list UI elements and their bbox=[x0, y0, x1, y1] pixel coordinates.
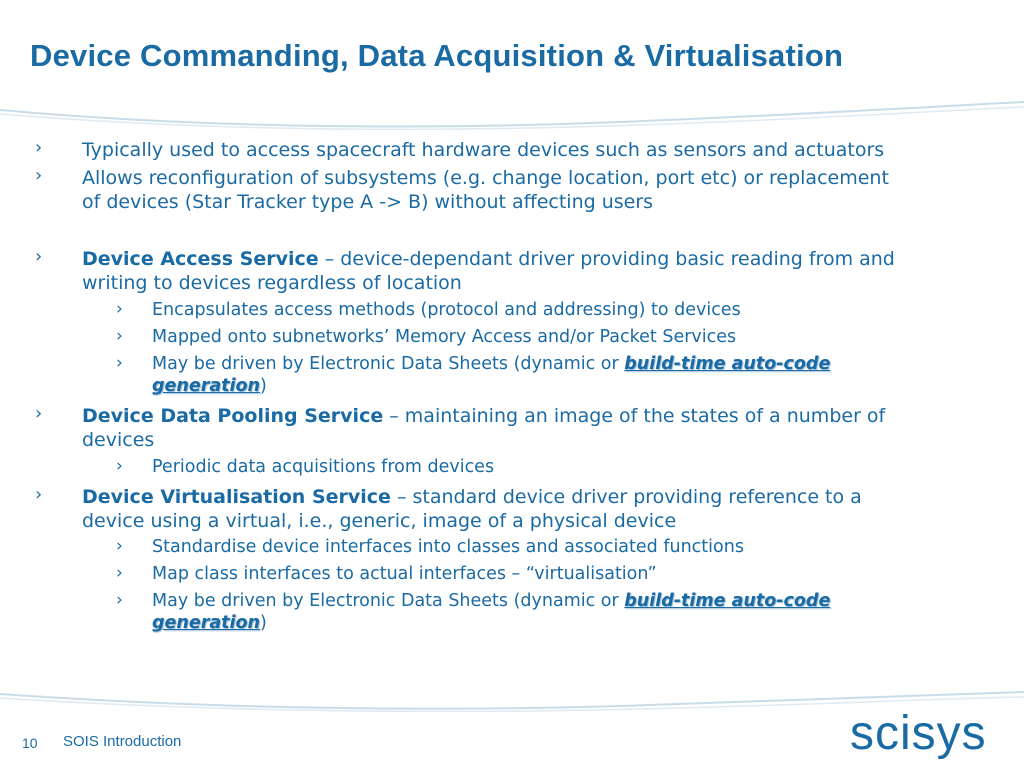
sub-bullet-item: May be driven by Electronic Data Sheets (dynamic or build-time auto-code generation) bbox=[152, 591, 831, 633]
bullet-item: Device Virtualisation Service – standard device driver providing reference to a device using a virtual, i.e., generic, image of a physical device bbox=[82, 486, 862, 532]
bullet-icon: › bbox=[35, 165, 43, 186]
footer-label: SOIS Introduction bbox=[63, 733, 182, 750]
bullet-item: Device Data Pooling Service – maintaining an image of the states of a number of devices bbox=[82, 405, 886, 451]
sub-bullet-icon: › bbox=[116, 456, 123, 476]
sub-bullet-item: Map class interfaces to actual interfaces – “virtualisation” bbox=[152, 564, 657, 584]
sub-bullet-item: Encapsulates access methods (protocol and addressing) to devices bbox=[152, 300, 741, 320]
bullet-icon: › bbox=[35, 403, 43, 424]
top-wave-decoration bbox=[0, 98, 1024, 138]
generation-link[interactable]: generation bbox=[152, 376, 261, 396]
bullet-icon: › bbox=[35, 246, 43, 267]
scisys-logo: scisys bbox=[850, 707, 987, 760]
sub-bullet-item: Periodic data acquisitions from devices bbox=[152, 457, 495, 477]
build-time-auto-code-link[interactable]: build-time auto-code bbox=[624, 591, 831, 611]
sub-bullet-item: May be driven by Electronic Data Sheets (dynamic or build-time auto-code generation) bbox=[152, 354, 831, 396]
bullet-icon: › bbox=[35, 137, 43, 158]
bullet-item: Allows reconfiguration of subsystems (e.g. change location, port etc) or replacement of devices (Star Tracker type A -> B) without affecting users bbox=[82, 167, 889, 213]
bullet-item: Typically used to access spacecraft hardware devices such as sensors and actuators bbox=[82, 139, 885, 161]
generation-link[interactable]: generation bbox=[152, 613, 261, 633]
device-virtualisation-service-heading: Device Virtualisation Service bbox=[82, 486, 391, 508]
device-access-service-heading: Device Access Service bbox=[82, 248, 319, 270]
sub-bullet-icon: › bbox=[116, 563, 123, 583]
sub-bullet-item: Standardise device interfaces into classes and associated functions bbox=[152, 537, 744, 557]
build-time-auto-code-link[interactable]: build-time auto-code bbox=[624, 354, 831, 374]
bullet-item: Device Access Service – device-dependant driver providing basic reading from and writing to devices regardless of location bbox=[82, 248, 895, 294]
bullet-icon: › bbox=[35, 484, 43, 505]
sub-bullet-icon: › bbox=[116, 353, 123, 373]
sub-bullet-icon: › bbox=[116, 590, 123, 610]
slide-title: Device Commanding, Data Acquisition & Virtualisation bbox=[30, 38, 844, 73]
sub-bullet-item: Mapped onto subnetworks’ Memory Access and/or Packet Services bbox=[152, 327, 737, 347]
sub-bullet-icon: › bbox=[116, 536, 123, 556]
page-number: 10 bbox=[22, 735, 38, 751]
device-data-pooling-service-heading: Device Data Pooling Service bbox=[82, 405, 384, 427]
sub-bullet-icon: › bbox=[116, 299, 123, 319]
sub-bullet-icon: › bbox=[116, 326, 123, 346]
